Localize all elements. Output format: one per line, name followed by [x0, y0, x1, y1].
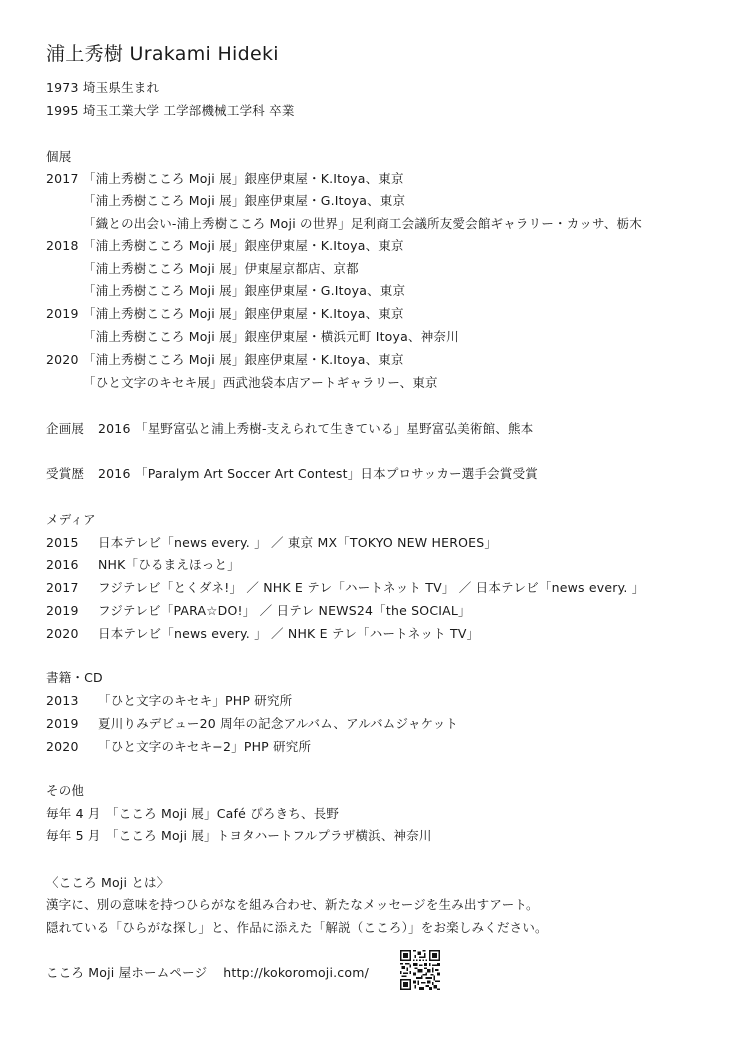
bio-row	[46, 80, 159, 96]
list-item	[46, 375, 438, 391]
item-text: 「こころ Moji 展」トヨタハートフルプラザ横浜、神奈川	[106, 828, 432, 843]
item-year: 2019	[46, 603, 79, 618]
about-line: 漢字に、別の意味を持つひらがなを組み合わせ、新たなメッセージを生み出すアート。	[46, 897, 539, 912]
item-year: 2013	[46, 693, 79, 708]
list-item	[46, 828, 432, 844]
bio-row	[46, 103, 295, 119]
item-year: 2015	[46, 535, 79, 550]
item-text: 夏川りみデビュー20 周年の記念アルバム、アルバムジャケット	[98, 716, 459, 731]
item-text: 「浦上秀樹こころ Moji 展」銀座伊東屋・G.Itoya、東京	[83, 193, 406, 208]
about-line: 隠れている「ひらがな探し」と、作品に添えた「解説（こころ）」をお楽しみください。	[46, 920, 548, 935]
list-item	[46, 806, 339, 822]
awards-row	[46, 466, 538, 482]
list-item	[46, 238, 404, 254]
list-item	[46, 557, 240, 573]
item-text: 「こころ Moji 展」Café ぴろきち、長野	[106, 806, 340, 821]
section-heading-other: その他	[46, 783, 85, 798]
bio-year: 1973	[46, 80, 79, 95]
item-text: 「浦上秀樹こころ Moji 展」銀座伊東屋・K.Itoya、東京	[83, 171, 404, 186]
list-item	[46, 603, 471, 619]
item-text: 「浦上秀樹こころ Moji 展」伊東屋京都店、京都	[83, 261, 359, 276]
section-heading-books: 書籍・CD	[46, 670, 103, 685]
item-year: 2016	[46, 557, 79, 572]
item-year: 2020	[46, 352, 79, 367]
list-item	[46, 535, 497, 551]
item-text: 「ひと文字のキセキ−2」PHP 研究所	[98, 739, 312, 754]
list-item	[46, 352, 404, 368]
item-year: 2019	[46, 306, 79, 321]
bio-year: 1995	[46, 103, 79, 118]
homepage-label: こころ Moji 屋ホームページ	[46, 965, 208, 980]
item-when: 毎年 5 月	[46, 828, 101, 843]
item-text: 日本テレビ「news every. 」 ／ NHK E テレ「ハートネット TV」	[98, 626, 480, 641]
list-item	[46, 261, 359, 277]
item-text: 「ひと文字のキセキ」PHP 研究所	[98, 693, 293, 708]
item-year: 2016	[98, 421, 131, 436]
list-item	[46, 329, 459, 345]
item-year: 2019	[46, 716, 79, 731]
item-year: 2017	[46, 171, 79, 186]
list-item	[46, 283, 405, 299]
section-heading-media: メディア	[46, 512, 96, 527]
item-text: フジテレビ「とくダネ!」 ／ NHK E テレ「ハートネット TV」 ／ 日本テレビ「news every. 」	[98, 580, 645, 595]
list-item	[46, 716, 458, 732]
item-text: 「浦上秀樹こころ Moji 展」銀座伊東屋・横浜元町 Itoya、神奈川	[83, 329, 459, 344]
item-text: 「ひと文字のキセキ展」西武池袋本店アートギャラリー、東京	[83, 375, 438, 390]
item-year: 2020	[46, 739, 79, 754]
about-heading: 〈こころ Moji とは〉	[46, 875, 170, 890]
section-heading-solo: 個展	[46, 149, 72, 164]
section-heading-planned: 企画展	[46, 421, 85, 436]
item-text: 日本テレビ「news every. 」 ／ 東京 MX「TOKYO NEW HEROES」	[98, 535, 498, 550]
item-when: 毎年 4 月	[46, 806, 101, 821]
item-text: 「星野富弘と浦上秀樹-支えられて生きている」星野富弘美術館、熊本	[135, 421, 534, 436]
item-year: 2016	[98, 466, 131, 481]
bio-text: 埼玉工業大学 工学部機械工学科 卒業	[83, 103, 295, 118]
planned-exhibition-row	[46, 421, 533, 437]
homepage-url-link[interactable]: http://kokoromoji.com/	[223, 965, 370, 980]
item-text: 「浦上秀樹こころ Moji 展」銀座伊東屋・K.Itoya、東京	[83, 352, 404, 367]
list-item	[46, 193, 405, 209]
item-year: 2017	[46, 580, 79, 595]
qr-code-icon[interactable]	[400, 950, 440, 990]
item-text: 「浦上秀樹こころ Moji 展」銀座伊東屋・K.Itoya、東京	[83, 238, 404, 253]
item-year: 2020	[46, 626, 79, 641]
list-item	[46, 171, 404, 187]
item-text: 「浦上秀樹こころ Moji 展」銀座伊東屋・G.Itoya、東京	[83, 283, 406, 298]
item-text: 「織との出会い-浦上秀樹こころ Moji の世界」足利商工会議所友愛会館ギャラリー・カッサ、栃木	[83, 216, 642, 231]
page-title: 浦上秀樹 Urakami Hideki	[46, 43, 279, 65]
list-item	[46, 693, 292, 709]
list-item	[46, 580, 644, 596]
list-item	[46, 306, 404, 322]
list-item	[46, 739, 311, 755]
list-item	[46, 216, 642, 232]
bio-text: 埼玉県生まれ	[83, 80, 160, 95]
section-heading-awards: 受賞歴	[46, 466, 85, 481]
item-year: 2018	[46, 238, 79, 253]
item-text: フジテレビ「PARA☆DO!」 ／ 日テレ NEWS24「the SOCIAL」	[98, 603, 471, 618]
item-text: NHK「ひるまえほっと」	[98, 557, 240, 572]
footer-row	[46, 965, 369, 981]
item-text: 「Paralym Art Soccer Art Contest」日本プロサッカー選手会賞受賞	[135, 466, 538, 481]
item-text: 「浦上秀樹こころ Moji 展」銀座伊東屋・K.Itoya、東京	[83, 306, 404, 321]
list-item	[46, 626, 479, 642]
